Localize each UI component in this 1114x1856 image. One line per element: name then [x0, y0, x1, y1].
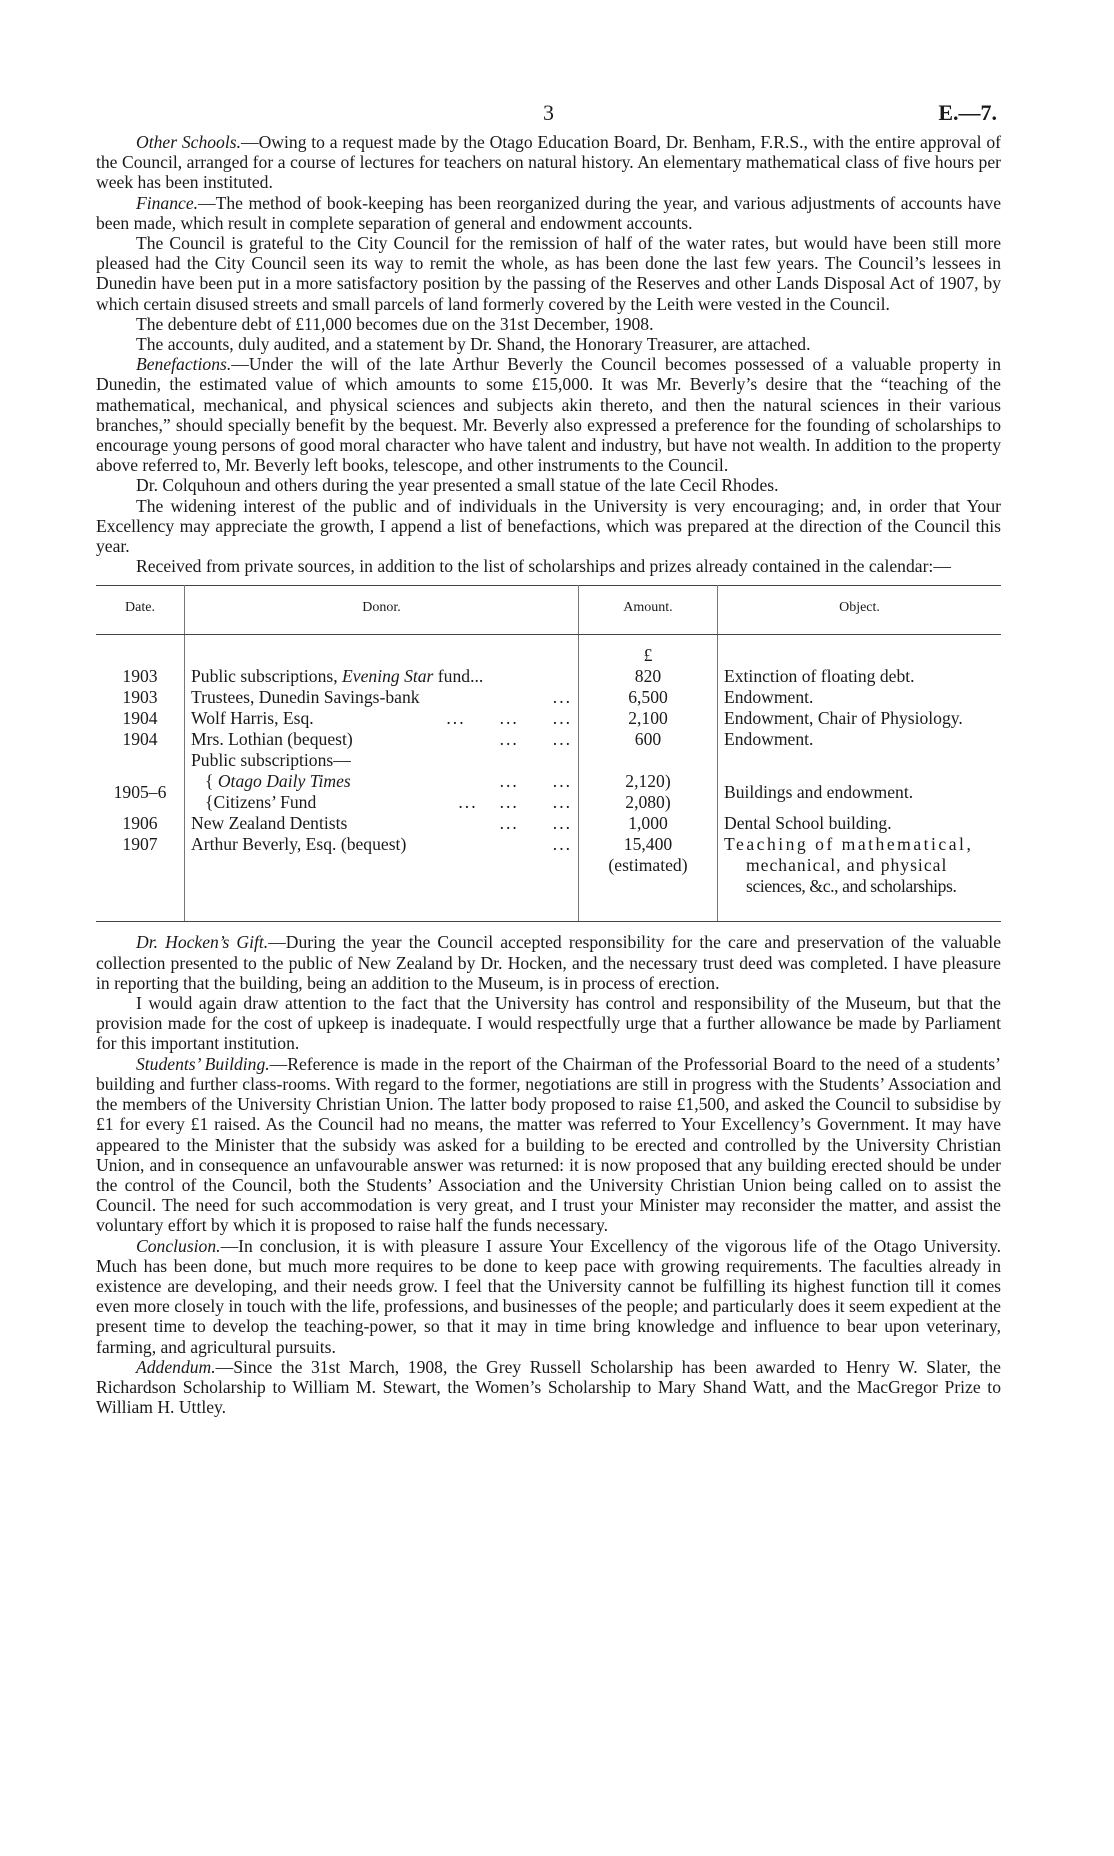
- row-date: 1904: [96, 729, 185, 750]
- document-reference: E.—7.: [938, 100, 997, 125]
- header-donor: Donor.: [185, 586, 579, 635]
- paragraph-other-schools: [96, 132, 1001, 193]
- paragraph-text: —Since the 31st March, 1908, the Grey Russell Scholarship has been awarded to Henry W. Slater, the Richardson Scholarship to William M. Stewart, the Women’s Scholarship to Mary Shand Watt, and the MacGregor Prize to William H. Uttley.: [96, 1356, 1001, 1418]
- paragraph-finance: [96, 193, 1001, 233]
- row-donor: Wolf Harris, Esq.: [191, 708, 314, 729]
- row-object: mechanical, and physical: [746, 855, 948, 876]
- row-object: sciences, &c., and scholarships.: [746, 876, 957, 897]
- row-amount: 820: [634, 666, 662, 687]
- row-object: Endowment.: [724, 687, 814, 708]
- row-date: 1907: [96, 834, 185, 922]
- row-amount-note: (estimated): [608, 855, 688, 876]
- leader-dots: ...: [552, 687, 572, 708]
- row-object: Buildings and endowment.: [724, 781, 914, 802]
- row-object: Endowment.: [724, 729, 814, 750]
- row-date: 1904: [96, 708, 185, 729]
- paragraph-text: —In conclusion, it is with pleasure I assure Your Excellency of the vigorous life of the Otago University. Much has been done, but much more requires to be done to keep pace with growing requirements. The faculties already in existence are developing, and their needs grow. I feel that the University cannot be fulfilling its highest function till it comes even more closely in touch with the life, professions, and businesses of the people; and particularly does it seem expedient at the present time to develop the teaching-power, so that it may in time bring knowledge and influence to bear upon veterinary, farming, and agricultural pursuits.: [96, 1235, 1001, 1357]
- row-donor: Public subscriptions, Evening Star fund...: [191, 666, 484, 687]
- paragraph-museum: I would again draw attention to the fact that the University has control and responsibility of the Museum, but that the provision made for the cost of upkeep is inadequate. I would respectfully urge that a further allowance be made by Parliament for this important institution.: [96, 993, 1001, 1054]
- section-lead: Addendum.: [136, 1356, 216, 1377]
- section-lead: Other Schools.: [136, 132, 241, 152]
- row-donor: Citizens’ Fund: [213, 792, 317, 813]
- leader-dots: ...: [552, 834, 572, 855]
- currency-symbol: £: [643, 645, 653, 666]
- table-row: 1904 Wolf Harris, Esq. ... ... ... 2,100 Endowment, Chair of Physiology.: [96, 708, 1001, 729]
- table-row: [96, 635, 1001, 688]
- section-lead: Conclusion.: [136, 1235, 221, 1256]
- paragraph-benefactions: [96, 354, 1001, 475]
- row-amount: 2,080: [625, 792, 665, 813]
- document-page: [96, 92, 1001, 1417]
- row-amount: 600: [579, 729, 718, 750]
- paragraph-hocken-gift: [96, 932, 1001, 993]
- row-date: 1903: [122, 666, 158, 687]
- row-amount: 15,400: [623, 834, 673, 855]
- page-header: [96, 92, 1001, 132]
- section-lead: Dr. Hocken’s Gift.: [136, 932, 269, 953]
- table-row: 1905–6 { Otago Daily Times ... ... {Citizens’ Fund ... ... ... 2,120) 2,080) Buildings and endowment.: [96, 771, 1001, 813]
- row-date: 1903: [96, 687, 185, 708]
- paragraph-debenture: The debenture debt of £11,000 becomes due on the 31st December, 1908.: [136, 313, 654, 334]
- section-lead: Students’ Building.: [136, 1053, 270, 1074]
- row-date: 1905–6: [96, 771, 185, 813]
- header-object: Object.: [718, 586, 1002, 635]
- row-donor: Trustees, Dunedin Savings-bank: [191, 687, 420, 708]
- row-object: Teaching of mathematical,: [724, 834, 974, 855]
- page-number: 3: [543, 100, 554, 125]
- header-date: Date.: [96, 586, 185, 635]
- leader-dots: ...: [552, 729, 572, 750]
- paragraph-text: —Reference is made in the report of the Chairman of the Professorial Board to the need of a students’ building and further class-rooms. With regard to the former, negotiations are still in progress with the Students’ Association and the members of the University Christian Union. The latter body proposed to raise £1,500, and asked the Council to subsidise by £1 for every £1 raised. As the Council had no means, the matter was referred to Your Excellency’s Government. It may have appeared to the Minister that the subsidy was asked for a building to be erected and controlled by the University Christian Union, and in consequence an unfavourable answer was returned: it is now proposed that any building erected should be under the control of the Council, both the Students’ Association and the University Christian Union being called on to assist the Council. The need for such accommodation is very great, and I trust your Minister may reconsider the matter, and assist the voluntary effort by which it is proposed to raise half the funds necessary.: [96, 1053, 1001, 1236]
- leader-dots: ...: [552, 792, 572, 813]
- row-object: Dental School building.: [724, 813, 892, 834]
- header-amount: Amount.: [579, 586, 718, 635]
- table-row: 1906 New Zealand Dentists ... ... 1,000 Dental School building.: [96, 813, 1001, 834]
- table-row: [96, 750, 1001, 771]
- table-row: [96, 687, 1001, 708]
- row-donor: Otago Daily Times: [217, 771, 351, 792]
- table-header-row: [96, 586, 1001, 635]
- table-row: [96, 834, 1001, 922]
- paragraph-text: —Owing to a request made by the Otago Education Board, Dr. Benham, F.R.S., with the entire approval of the Council, arranged for a course of lectures for teachers on natural history. An elementary mathematical class of five hours per week has been instituted.: [96, 132, 1002, 193]
- row-object: Extinction of floating debt.: [724, 666, 915, 687]
- paragraph-text: —Under the will of the late Arthur Beverly the Council becomes possessed of a valuable property in Dunedin, the estimated value of which amounts to some £15,000. It was Mr. Beverly’s desire that the “teaching of the mathematical, mechanical, and physical sciences and subjects akin thereto, and then the natural sciences in their various branches,” should specially benefit by the bequest. Mr. Beverly also expressed a preference for the founding of scholarships to encourage young persons of good moral character who have talent and industry, but have not wealth. In addition to the property above referred to, Mr. Beverly left books, telescope, and other instruments to the Council.: [96, 354, 1001, 476]
- paragraph-text: —During the year the Council accepted responsibility for the care and preservation of the valuable collection presented to the public of New Zealand by Dr. Hocken, and the necessary trust deed was completed. I have pleasure in reporting that the building, being an addition to the Museum, is in process of erection.: [96, 932, 1002, 993]
- row-amount: 6,500: [579, 687, 718, 708]
- leader-dots: ...: [552, 708, 572, 729]
- row-donor: Arthur Beverly, Esq. (bequest): [191, 834, 407, 855]
- leader-dots: ...: [552, 771, 572, 792]
- section-lead: Benefactions.: [136, 354, 232, 375]
- row-object: Endowment, Chair of Physiology.: [724, 708, 963, 729]
- leader-dots: ...: [552, 813, 572, 834]
- paragraph-widening-interest: The widening interest of the public and of individuals in the University is very encouraging; and, in order that Your Excellency may appreciate the growth, I append a list of benefactions, which was prepared at the direction of the Council this year.: [96, 495, 1001, 557]
- paragraph-statue: Dr. Colquhoun and others during the year presented a small statue of the late Cecil Rhodes.: [136, 475, 779, 496]
- row-amount: 2,100: [579, 708, 718, 729]
- paragraph-addendum: [96, 1357, 1001, 1418]
- row-donor: New Zealand Dentists: [191, 813, 348, 834]
- paragraph-water-rates: The Council is grateful to the City Council for the remission of half of the water rates, but would have been still more pleased had the City Council seen its way to remit the whole, as has been done the last few years. The Council’s lessees in Dunedin have been put in a more satisfactory position by the passing of the Reserves and other Lands Disposal Act of 1907, by which certain disused streets and small parcels of land formerly covered by the Leith were vested in the Council.: [96, 233, 1001, 314]
- row-date: 1906: [96, 813, 185, 834]
- table-row: 1904 Mrs. Lothian (bequest) ... ... 600 Endowment.: [96, 729, 1001, 750]
- group-heading: Public subscriptions—: [185, 750, 579, 771]
- paragraph-received: Received from private sources, in addition to the list of scholarships and prizes already contained in the calendar:—: [136, 556, 951, 577]
- benefactions-table: [96, 585, 1001, 922]
- row-amount: 1,000: [579, 813, 718, 834]
- row-amount: 2,120: [625, 771, 665, 792]
- paragraph-text: —The method of book-keeping has been reorganized during the year, and various adjustments of accounts have been made, which result in complete separation of general and endowment accounts.: [96, 192, 1001, 233]
- section-lead: Finance.: [136, 192, 199, 213]
- row-donor: Mrs. Lothian (bequest): [191, 729, 353, 750]
- paragraph-students-building: [96, 1054, 1001, 1236]
- paragraph-accounts: The accounts, duly audited, and a statement by Dr. Shand, the Honorary Treasurer, are attached.: [136, 334, 811, 355]
- paragraph-conclusion: [96, 1236, 1001, 1357]
